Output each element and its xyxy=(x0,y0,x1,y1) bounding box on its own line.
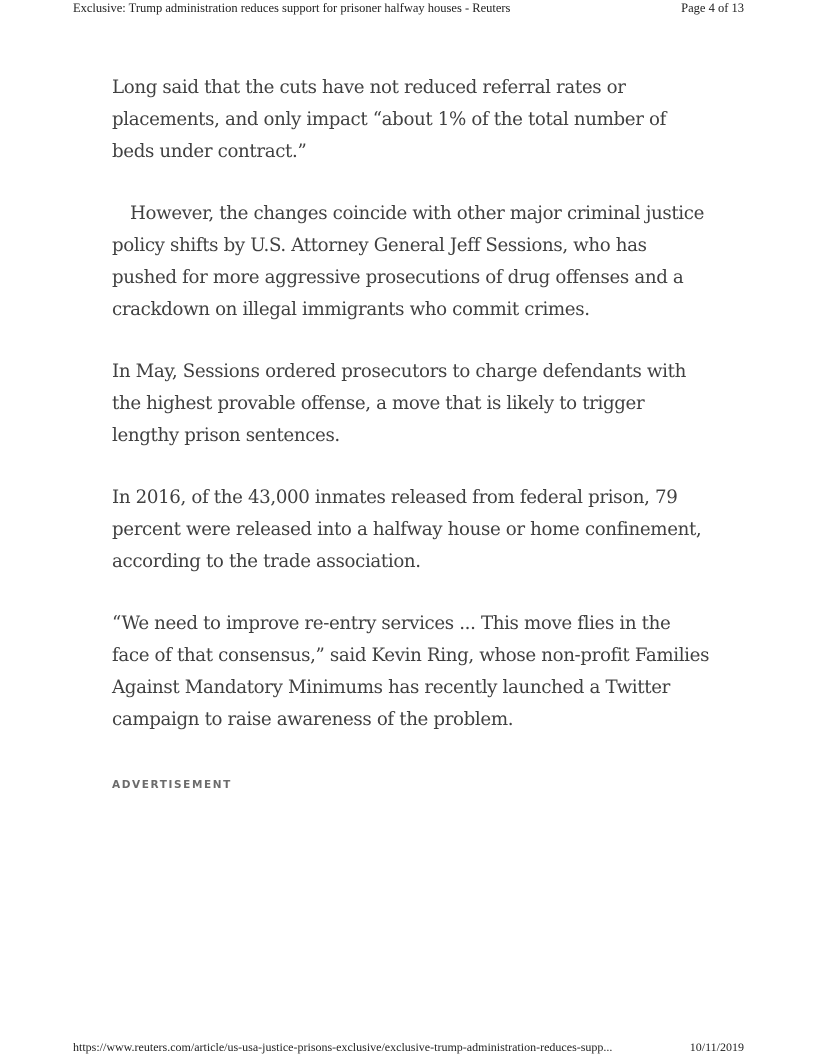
print-footer-url: https://www.reuters.com/article/us-usa-justice-prisons-exclusive/exclusive-trump-administration-reduces-supp... xyxy=(73,1040,613,1054)
article-paragraph: Long said that the cuts have not reduced referral rates or placements, and only impact “about 1% of the total number of beds under contract.” xyxy=(112,77,666,162)
article-paragraph: “We need to improve re-entry services ... This move flies in the face of that consensus,” said Kevin Ring, whose non-profit Families Against Mandatory Minimums has recently launched a Twitter campaign to raise awareness of the problem. xyxy=(112,613,710,730)
article-body xyxy=(112,72,712,766)
print-header-title: Exclusive: Trump administration reduces support for prisoner halfway houses - Reuters xyxy=(73,1,511,15)
article-paragraph: In 2016, of the 43,000 inmates released from federal prison, 79 percent were released into a halfway house or home confinement, according to the trade association. xyxy=(112,487,702,572)
advertisement-label: ADVERTISEMENT xyxy=(112,779,232,791)
article-paragraph: However, the changes coincide with other major criminal justice policy shifts by U.S. Attorney General Jeff Sessions, who has pushed for more aggressive prosecutions of drug offenses and a crackdown on illegal immigrants who commit crimes. xyxy=(112,203,705,320)
article-paragraph: In May, Sessions ordered prosecutors to charge defendants with the highest provable offense, a move that is likely to trigger lengthy prison sentences. xyxy=(112,361,686,446)
print-header-page-number: Page 4 of 13 xyxy=(681,1,744,15)
print-footer-date: 10/11/2019 xyxy=(689,1040,744,1054)
